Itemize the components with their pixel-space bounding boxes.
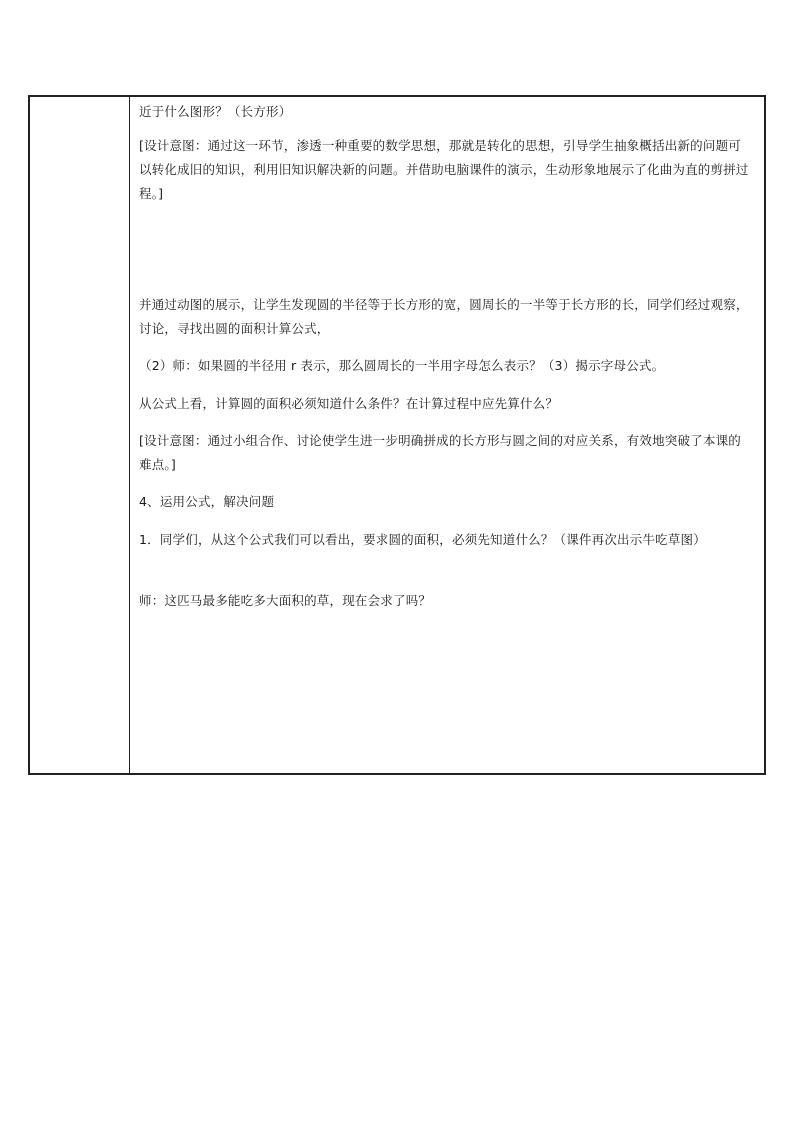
table-content-cell [130, 97, 764, 773]
table-left-column [30, 97, 130, 773]
blank-figure-area [139, 215, 749, 285]
design-intent-2: [设计意图：通过小组合作、讨论使学生进一步明确拼成的长方形与圆之间的对应关系，有效地突破了本课的难点。] [139, 433, 741, 472]
paragraph-animation: 并通过动图的展示，让学生发现圆的半径等于长方形的宽，圆周长的一半等于长方形的长，同学们经过观察，讨论，寻找出圆的面积计算公式， [139, 297, 749, 336]
design-intent-1: [设计意图：通过这一环节，渗透一种重要的数学思想，那就是转化的思想，引导学生抽象概括出新的问题可以转化成旧的知识，利用旧知识解决新的问题。并借助电脑课件的演示，生动形象地展示了化曲为直的剪拼过程。] [139, 138, 749, 201]
paragraph-line-1: 近于什么图形？（长方形） [139, 104, 292, 119]
section-4-heading: 4、运用公式，解决问题 [139, 494, 275, 509]
teacher-question: 师：这匹马最多能吃多大面积的草，现在会求了吗？ [139, 593, 432, 608]
lesson-table [28, 95, 766, 775]
paragraph-teacher-steps: （2）师：如果圆的半径用 r 表示，那么圆周长的一半用字母怎么表示？（3）揭示字母公式。 [139, 358, 665, 373]
paragraph-formula-question: 从公式上看，计算圆的面积必须知道什么条件？在计算过程中应先算什么？ [139, 396, 559, 411]
item-1: 1．同学们，从这个公式我们可以看出，要求圆的面积，必须先知道什么？（课件再次出示牛吃草图） [139, 532, 706, 547]
